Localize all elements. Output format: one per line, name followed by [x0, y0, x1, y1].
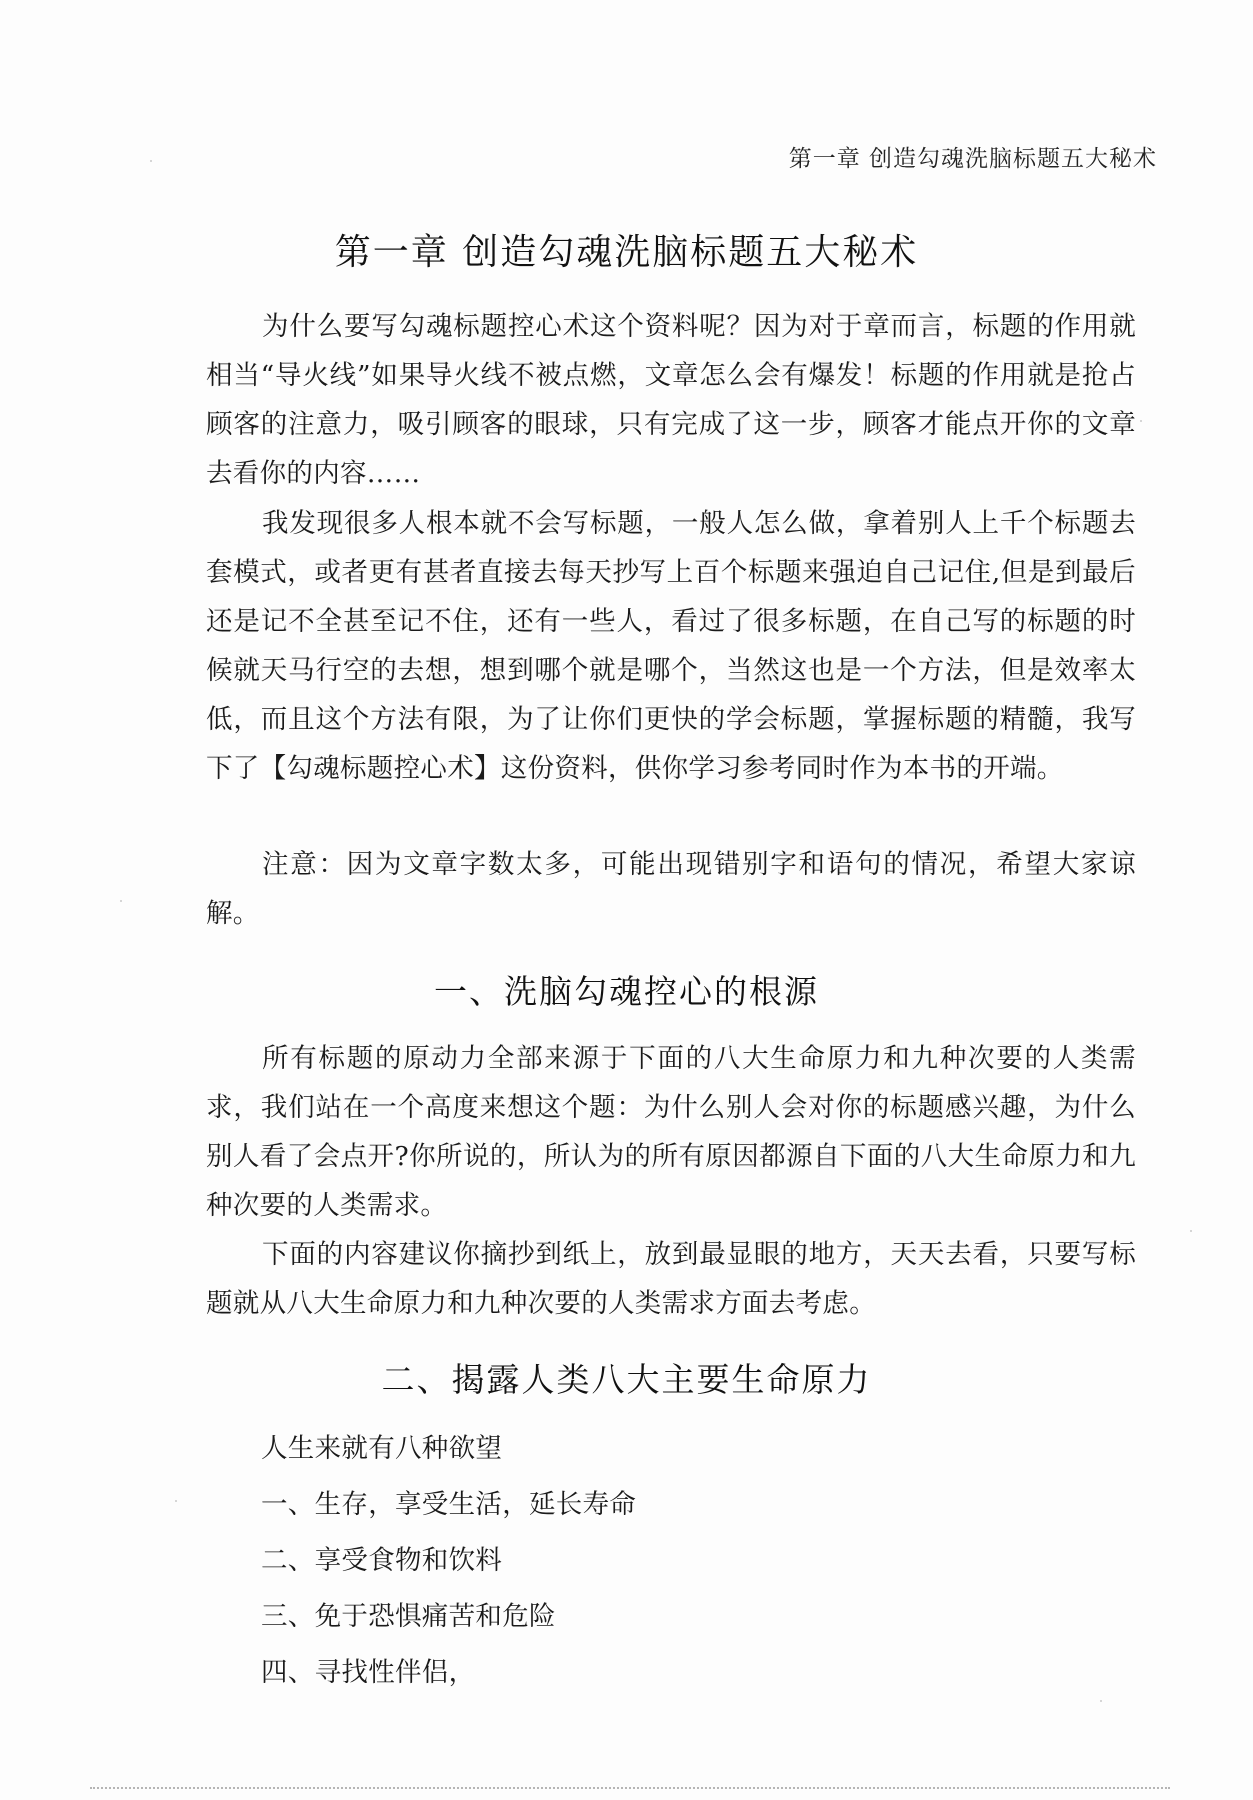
scan-speck	[175, 1500, 177, 1502]
section-heading-1: 一、洗脑勾魂控心的根源	[434, 972, 819, 1011]
scan-speck	[1140, 420, 1142, 422]
scan-speck	[1100, 1700, 1102, 1702]
section1-paragraph-2: 下面的内容建议你摘抄到纸上，放到最显眼的地方，天天去看，只要写标题就从八大生命原力和九种次要的人类需求方面去考虑。	[206, 1239, 1136, 1319]
section-heading-2: 二、揭露人类八大主要生命原力	[381, 1360, 872, 1399]
list-item-2: 二、享受食物和饮料	[261, 1545, 503, 1576]
scan-speck	[120, 900, 122, 902]
chapter-title: 第一章 创造勾魂洗脑标题五大秘术	[334, 232, 919, 273]
running-header: 第一章 创造勾魂洗脑标题五大秘术	[788, 146, 1157, 172]
scan-speck	[150, 160, 152, 162]
list-intro-line: 人生来就有八种欲望	[261, 1433, 503, 1464]
list-item-1: 一、生存，享受生活，延长寿命	[261, 1489, 637, 1520]
scan-edge-line	[90, 1787, 1170, 1791]
scan-speck	[1190, 1230, 1192, 1232]
list-item-3: 三、免于恐惧痛苦和危险	[261, 1601, 556, 1632]
section1-paragraph-1: 所有标题的原动力全部来源于下面的八大生命原力和九种次要的人类需求，我们站在一个高度来想这个题：为什么别人会对你的标题感兴趣，为什么别人看了会点开?你所说的，所认为的所有原因都源自下面的八大生命原力和九种次要的人类需求。	[206, 1043, 1136, 1221]
list-item-4: 四、寻找性伴侣，	[261, 1657, 476, 1688]
intro-paragraph-2: 我发现很多人根本就不会写标题，一般人怎么做，拿着别人上千个标题去套模式，或者更有甚者直接去每天抄写上百个标题来强迫自己记住,但是到最后还是记不全甚至记不住，还有一些人，看过了很多标题，在自己写的标题的时候就天马行空的去想，想到哪个就是哪个，当然这也是一个方法，但是效率太低，而且这个方法有限，为了让你们更快的学会标题，掌握标题的精髓，我写下了【勾魂标题控心术】这份资料，供你学习参考同时作为本书的开端。	[206, 508, 1136, 784]
intro-paragraph-3: 注意：因为文章字数太多，可能出现错别字和语句的情况，希望大家谅解。	[206, 849, 1136, 929]
intro-paragraph-1: 为什么要写勾魂标题控心术这个资料呢？因为对于章而言，标题的作用就相当“导火线”如果导火线不被点燃，文章怎么会有爆发！标题的作用就是抢占顾客的注意力，吸引顾客的眼球，只有完成了这一步，顾客才能点开你的文章去看你的内容……	[206, 311, 1136, 489]
